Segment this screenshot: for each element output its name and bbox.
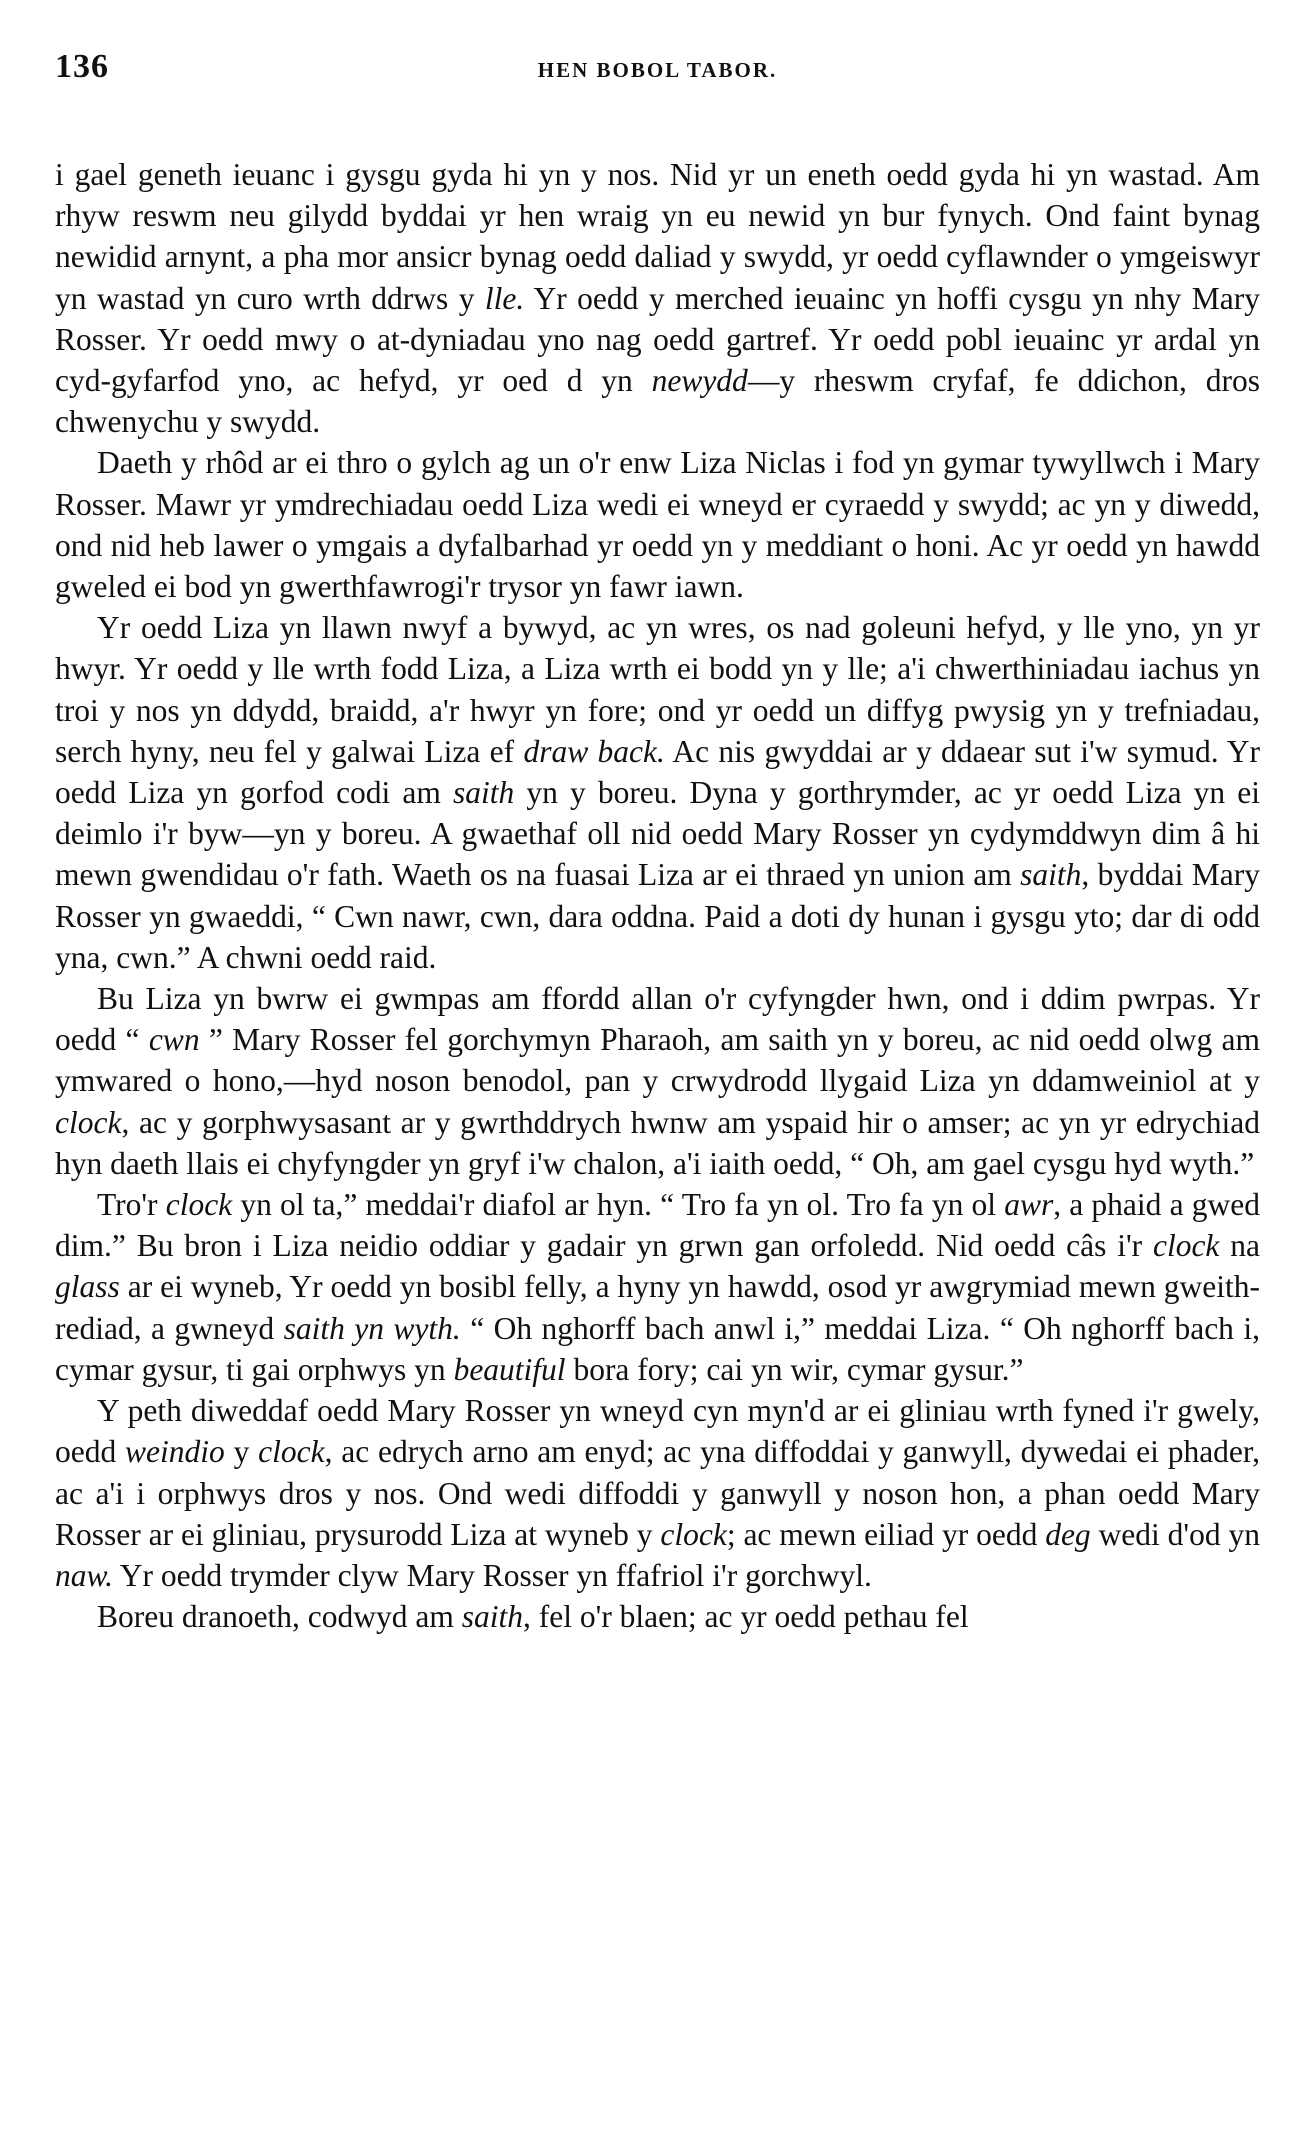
paragraph	[55, 442, 1260, 607]
paragraph	[55, 1390, 1260, 1596]
text-run: Yr oedd y merched ieuainc yn hoffi cysgu yn nhy Mary Rosser. Yr oedd mwy o at-dyniadau yno nag oedd gartref. Yr oedd pobl ieuainc yr ardal yn cyd-gyfarfod yno, ac hefyd, yr oed d yn	[55, 280, 1260, 399]
text-run: , ac y gorphwysasant ar y gwrthddrych hwnw am yspaid hir o amser; ac yn yr edrychiad hyn daeth llais ei chyfyngder yn gryf i'w chalon, a'i iaith oedd, “ Oh, am gael cysgu hyd wyth.”	[55, 1104, 1260, 1181]
text-run: Y peth diweddaf oedd Mary Rosser yn wneyd cyn myn'd ar ei gliniau wrth fyned i'r gwely, oedd	[55, 1393, 1260, 1470]
body-text	[55, 154, 1260, 1637]
text-run: yn y boreu. Dyna y gorthrymder, ac yr oedd Liza yn ei deimlo i'r byw—yn y boreu. A gwaethaf oll nid oedd Mary Rosser yn cydymddwyn dim â hi mewn gwendidau o'r fath. Waeth os na fuasai Liza ar ei thraed yn union am	[55, 775, 1260, 893]
book-page	[55, 48, 1260, 1637]
text-run: Boreu dranoeth, codwyd am	[97, 1599, 462, 1635]
italic-text: newydd	[651, 363, 748, 399]
text-run: ; ac mewn eiliad yr oedd	[726, 1516, 1046, 1552]
text-run: , fel o'r blaen; ac yr oedd pethau fel	[523, 1599, 969, 1635]
italic-text: awr	[1004, 1187, 1054, 1223]
italic-text: saith	[1020, 857, 1082, 893]
text-run: , byddai Mary Rosser yn gwaeddi, “ Cwn nawr, cwn, dara oddna. Paid a doti dy hunan i gysgu yto; dar di odd yna, cwn.” A chwni oedd raid.	[55, 857, 1260, 975]
paragraph	[55, 978, 1260, 1184]
paragraph	[55, 154, 1260, 442]
text-run: na	[1219, 1228, 1260, 1264]
text-run: yn ol ta,” meddai'r diafol ar hyn. “ Tro fa yn ol. Tro fa yn ol	[232, 1187, 1005, 1223]
text-run: ar ei wyneb, Yr oedd yn bosibl felly, a hyny yn hawdd, osod yr awgrymiad mewn gweith-rediad, a gwneyd	[55, 1269, 1260, 1346]
italic-text: glass	[55, 1269, 120, 1305]
paragraph	[55, 1184, 1260, 1390]
page-number: 136	[55, 48, 109, 85]
paragraph	[55, 607, 1260, 978]
text-run: y	[224, 1434, 259, 1470]
text-run: Bu Liza yn bwrw ei gwmpas am ffordd allan o'r cyfyngder hwn, ond i ddim pwrpas. Yr oedd “	[55, 981, 1260, 1058]
italic-text: clock	[55, 1104, 122, 1140]
text-run: Yr oedd Liza yn llawn nwyf a bywyd, ac yn wres, os nad goleuni hefyd, y lle yno, yn yr hwyr. Yr oedd y lle wrth fodd Liza, a Liza wrth ei bodd yn y lle; a'i chwerthiniadau iachus yn troi y nos yn ddydd, braidd, a'r hwyr yn fore; ond yr oedd un diffyg pwysig yn y trefniadau, serch hyny, neu fel y galwai Liza ef	[55, 610, 1260, 769]
running-head	[55, 48, 1260, 100]
text-run: Daeth y rhôd ar ei thro o gylch ag un o'r enw Liza Niclas i fod yn gymar tywyllwch i Mary Rosser. Mawr yr ymdrechiadau oedd Liza wedi ei wneyd er cyraedd y swydd; ac yn y diwedd, ond nid heb lawer o ymgais a dyfalbarhad yr oedd yn y meddiant o honi. Ac yr oedd yn hawdd gweled ei bod yn gwerthfawrogi'r trysor yn fawr iawn.	[55, 445, 1260, 605]
text-run: i gael geneth ieuanc i gysgu gyda hi yn y nos. Nid yr un eneth oedd gyda hi yn wastad. Am rhyw reswm neu gilydd byddai yr hen wraig yn eu newid yn bur fynych. Ond faint bynag newidid arnynt, a pha mor ansicr bynag oedd daliad y swydd, yr oedd cyflawnder o ymgeiswyr yn wastad yn curo wrth ddrws y	[55, 157, 1260, 316]
text-run: , ac edrych arno am enyd; ac yna diffoddai y ganwyll, dywedai ei phader, ac a'i i orphwys dros y nos. Ond wedi diffoddi y ganwyll y noson hon, a phan oedd Mary Rosser ar ei gliniau, prysurodd Liza at wyneb y	[55, 1434, 1261, 1552]
italic-text: clock	[660, 1516, 727, 1552]
italic-text: saith	[453, 775, 515, 811]
text-run: wedi d'od yn	[1090, 1516, 1260, 1552]
text-run: Tro'r	[97, 1187, 166, 1223]
italic-text: lle.	[484, 280, 525, 316]
text-run: Ac nis gwyddai ar y ddaear sut i'w symud. Yr oedd Liza yn gorfod codi am	[55, 733, 1260, 811]
text-run: —y rheswm cryfaf, fe ddichon, dros chwenychu y swydd.	[55, 363, 1260, 440]
italic-text: clock	[1152, 1228, 1220, 1264]
text-run: “ Oh nghorff bach anwl i,” meddai Liza. “ Oh nghorff bach i, cymar gysur, ti gai orphwys yn	[55, 1310, 1260, 1387]
running-title: HEN BOBOL TABOR.	[537, 58, 778, 82]
italic-text: saith yn wyth.	[283, 1310, 461, 1346]
italic-text: beautiful	[453, 1351, 566, 1387]
text-run: ” Mary Rosser fel gorchymyn Pharaoh, am saith yn y boreu, ac nid oedd olwg am ymwared o hono,—hyd noson benodol, pan y crwydrodd llygaid Liza yn ddamweiniol at y	[55, 1022, 1260, 1099]
italic-text: weindio	[125, 1434, 225, 1470]
text-run: Yr oedd trymder clyw Mary Rosser yn ffafriol i'r gorchwyl.	[113, 1557, 872, 1593]
italic-text: clock	[258, 1434, 325, 1470]
text-run: bora fory; cai yn wir, cymar gysur.”	[565, 1351, 1024, 1387]
italic-text: cwn	[148, 1022, 200, 1058]
text-run: , a phaid a gwed dim.” Bu bron i Liza neidio oddiar y gadair yn grwn gan orfoledd. Nid oedd câs i'r	[55, 1187, 1260, 1264]
paragraph	[55, 1596, 1260, 1637]
italic-text: deg	[1045, 1516, 1091, 1552]
italic-text: draw back.	[523, 733, 665, 769]
italic-text: naw.	[55, 1557, 114, 1593]
italic-text: saith	[461, 1599, 524, 1635]
italic-text: clock	[165, 1187, 233, 1223]
